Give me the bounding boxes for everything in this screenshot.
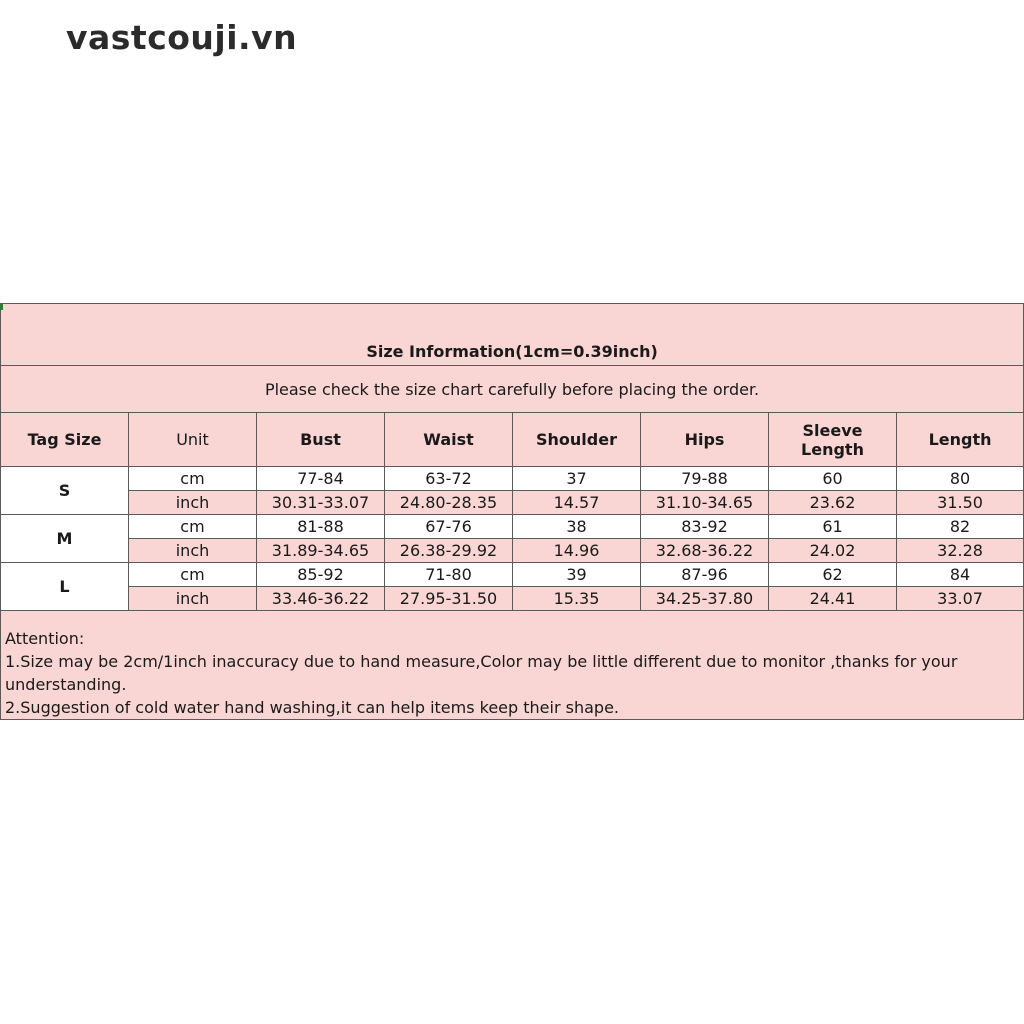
- cell-unit: cm: [129, 467, 257, 491]
- cell-bust: 81-88: [257, 515, 385, 539]
- cell-waist: 71-80: [385, 563, 513, 587]
- corner-accent: [0, 303, 3, 310]
- header-sleeve-length: Sleeve Length: [769, 413, 897, 467]
- size-tag-m: M: [1, 515, 129, 563]
- attention-note-1: 1.Size may be 2cm/1inch inaccuracy due to hand measure,Color may be little different due to monitor ,thanks for your understanding.: [5, 652, 958, 694]
- cell-unit: inch: [129, 587, 257, 611]
- cell-waist: 63-72: [385, 467, 513, 491]
- cell-bust: 33.46-36.22: [257, 587, 385, 611]
- header-bust: Bust: [257, 413, 385, 467]
- size-tag-l: L: [1, 563, 129, 611]
- cell-sleeve: 24.41: [769, 587, 897, 611]
- cell-hips: 34.25-37.80: [641, 587, 769, 611]
- cell-hips: 32.68-36.22: [641, 539, 769, 563]
- table-row: [1, 467, 1024, 491]
- cell-sleeve: 60: [769, 467, 897, 491]
- header-hips: Hips: [641, 413, 769, 467]
- cell-bust: 30.31-33.07: [257, 491, 385, 515]
- cell-length: 33.07: [897, 587, 1024, 611]
- cell-sleeve: 23.62: [769, 491, 897, 515]
- cell-waist: 26.38-29.92: [385, 539, 513, 563]
- watermark-text: vastcouji.vn: [66, 18, 298, 57]
- size-table: [0, 303, 1024, 720]
- cell-unit: inch: [129, 491, 257, 515]
- size-tag-s: S: [1, 467, 129, 515]
- cell-bust: 77-84: [257, 467, 385, 491]
- cell-length: 31.50: [897, 491, 1024, 515]
- cell-waist: 67-76: [385, 515, 513, 539]
- cell-sleeve: 61: [769, 515, 897, 539]
- header-shoulder: Shoulder: [513, 413, 641, 467]
- cell-waist: 24.80-28.35: [385, 491, 513, 515]
- chart-title: Size Information(1cm=0.39inch): [1, 304, 1024, 366]
- cell-bust: 85-92: [257, 563, 385, 587]
- cell-unit: cm: [129, 515, 257, 539]
- cell-shoulder: 14.96: [513, 539, 641, 563]
- header-tag-size: Tag Size: [1, 413, 129, 467]
- cell-length: 80: [897, 467, 1024, 491]
- table-row: [1, 515, 1024, 539]
- cell-hips: 31.10-34.65: [641, 491, 769, 515]
- table-row: [1, 539, 1024, 563]
- header-unit: Unit: [129, 413, 257, 467]
- attention-heading: Attention:: [5, 629, 85, 648]
- cell-sleeve: 62: [769, 563, 897, 587]
- size-chart: [0, 303, 1023, 719]
- cell-length: 32.28: [897, 539, 1024, 563]
- cell-length: 84: [897, 563, 1024, 587]
- header-length: Length: [897, 413, 1024, 467]
- table-row: [1, 587, 1024, 611]
- cell-hips: 83-92: [641, 515, 769, 539]
- cell-hips: 87-96: [641, 563, 769, 587]
- cell-unit: cm: [129, 563, 257, 587]
- chart-subtitle: Please check the size chart carefully before placing the order.: [1, 366, 1024, 413]
- cell-waist: 27.95-31.50: [385, 587, 513, 611]
- cell-shoulder: 14.57: [513, 491, 641, 515]
- cell-unit: inch: [129, 539, 257, 563]
- cell-shoulder: 37: [513, 467, 641, 491]
- cell-hips: 79-88: [641, 467, 769, 491]
- cell-shoulder: 15.35: [513, 587, 641, 611]
- cell-shoulder: 39: [513, 563, 641, 587]
- cell-sleeve: 24.02: [769, 539, 897, 563]
- cell-bust: 31.89-34.65: [257, 539, 385, 563]
- header-waist: Waist: [385, 413, 513, 467]
- table-row: [1, 563, 1024, 587]
- attention-note-2: 2.Suggestion of cold water hand washing,it can help items keep their shape.: [5, 698, 619, 717]
- cell-length: 82: [897, 515, 1024, 539]
- cell-shoulder: 38: [513, 515, 641, 539]
- table-row: [1, 491, 1024, 515]
- attention-notes: [1, 611, 1024, 720]
